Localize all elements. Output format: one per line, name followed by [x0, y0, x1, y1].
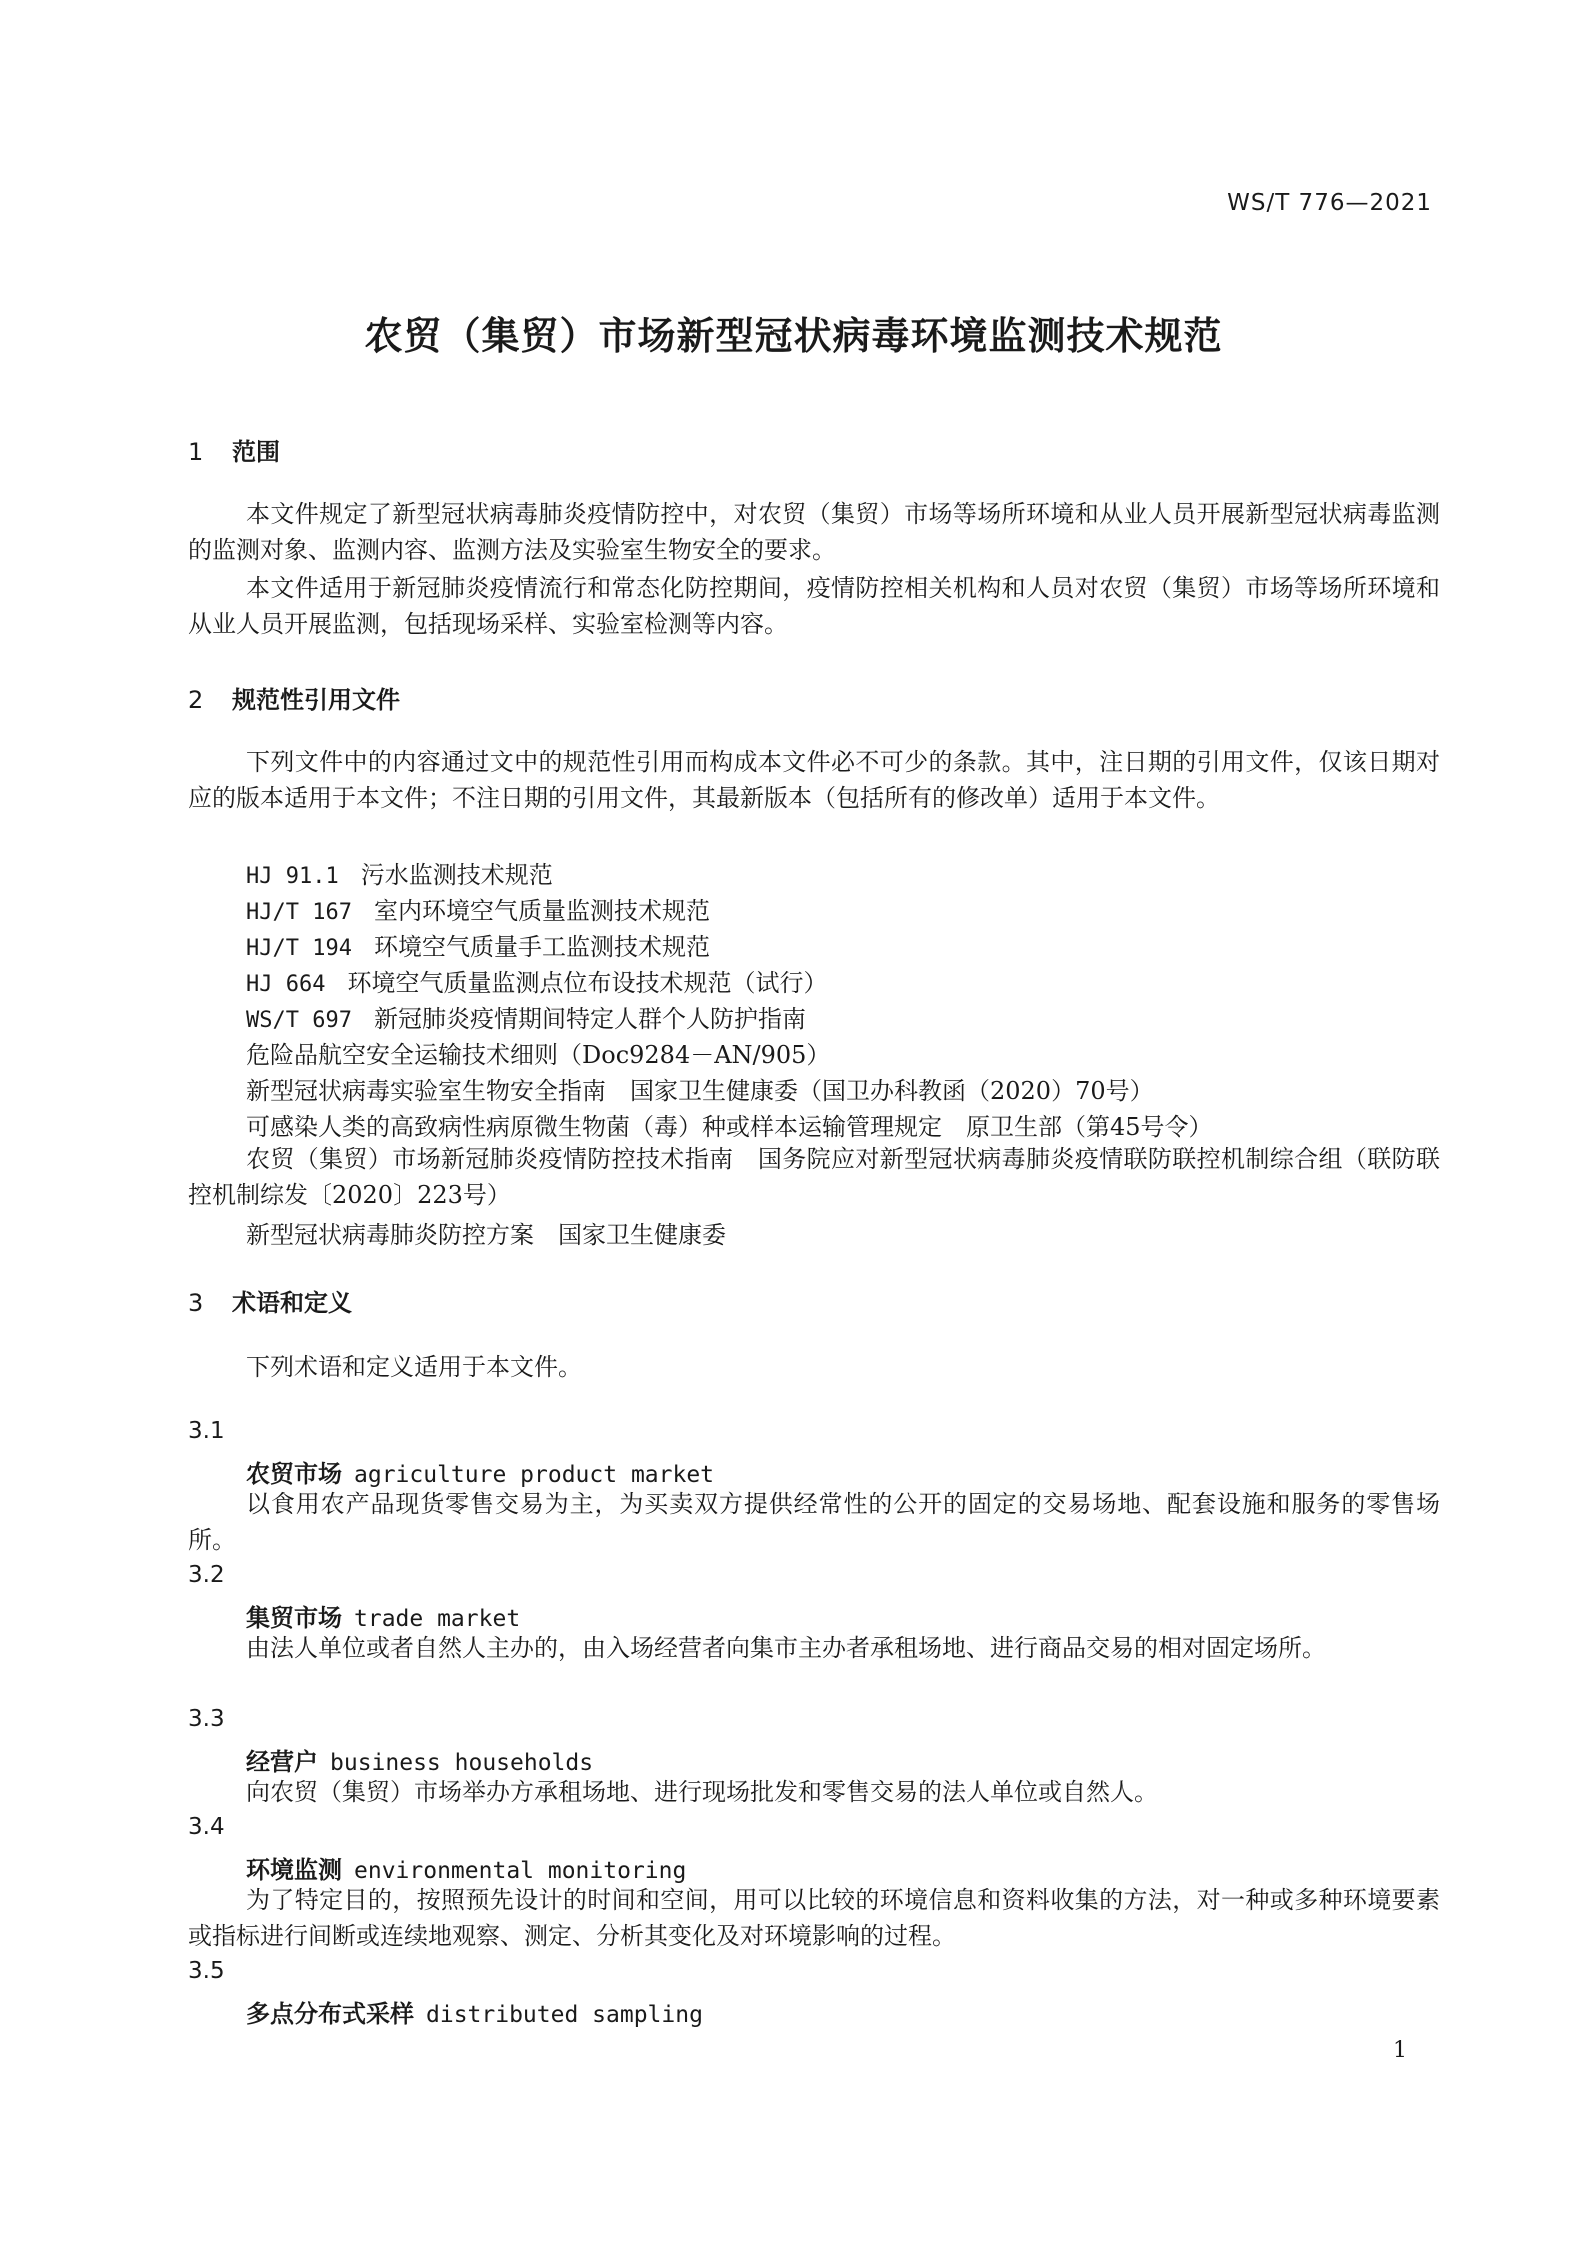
term-chinese: 集贸市场 [246, 1604, 342, 1632]
reference-name: 污水监测技术规范 [360, 861, 553, 889]
reference-name: 环境空气质量手工监测技术规范 [373, 933, 710, 961]
references-intro: 下列文件中的内容通过文中的规范性引用而构成本文件必不可少的条款。其中，注日期的引用文件，仅该日期对应的版本适用于本文件；不注日期的引用文件，其最新版本（包括所有的修改单）适用于本文件。 [188, 748, 1440, 812]
term-english: business households [330, 1750, 594, 1776]
term-english: environmental monitoring [354, 1858, 687, 1884]
term-chinese: 农贸市场 [246, 1460, 342, 1488]
term-number: 3.1 [188, 1418, 225, 1444]
term-english: distributed sampling [426, 2002, 703, 2028]
term-chinese: 环境监测 [246, 1856, 342, 1884]
term-number: 3.4 [188, 1814, 225, 1840]
scope-paragraph-2: 本文件适用于新冠肺炎疫情流行和常态化防控期间，疫情防控相关机构和人员对农贸（集贸）市场等场所环境和从业人员开展监测，包括现场采样、实验室检测等内容。 [188, 574, 1440, 638]
reference-item [246, 891, 710, 926]
reference-item: 新型冠状病毒肺炎防控方案 国家卫生健康委 [246, 1221, 726, 1249]
term-chinese: 经营户 [246, 1748, 318, 1776]
reference-name: 环境空气质量监测点位布设技术规范（试行） [347, 969, 828, 997]
term-definition: 由法人单位或者自然人主办的，由入场经营者向集市主办者承租场地、进行商品交易的相对固定场所。 [246, 1634, 1326, 1662]
standard-code: WS/T 776—2021 [1227, 190, 1432, 216]
reference-code: HJ 664 [246, 972, 326, 997]
reference-code: HJ/T 194 [246, 936, 352, 961]
reference-item [246, 855, 553, 890]
section-title: 术语和定义 [232, 1289, 352, 1317]
reference-item [246, 927, 710, 962]
reference-item: 危险品航空安全运输技术细则（Doc9284－AN/905） [246, 1041, 831, 1069]
document-title: 农贸（集贸）市场新型冠状病毒环境监测技术规范 [364, 314, 1223, 358]
term-name [246, 1598, 520, 1633]
term-name [246, 1454, 714, 1489]
section-number: 3 [188, 1289, 204, 1317]
term-definition: 向农贸（集贸）市场举办方承租场地、进行现场批发和零售交易的法人单位或自然人。 [246, 1778, 1158, 1806]
reference-item [246, 999, 806, 1034]
reference-item: 可感染人类的高致病性病原微生物菌（毒）种或样本运输管理规定 原卫生部（第45号令） [246, 1113, 1213, 1141]
reference-code: WS/T 697 [246, 1008, 352, 1033]
term-name [246, 1994, 703, 2029]
section-1-heading [188, 432, 280, 467]
term-number: 3.2 [188, 1562, 225, 1588]
term-number: 3.5 [188, 1958, 225, 1984]
term-name [246, 1742, 593, 1777]
term-english: agriculture product market [354, 1462, 715, 1488]
reference-item: 新型冠状病毒实验室生物安全指南 国家卫生健康委（国卫办科教函（2020）70号） [246, 1077, 1154, 1105]
section-number: 1 [188, 438, 204, 466]
term-chinese: 多点分布式采样 [246, 2000, 414, 2028]
section-2-heading [188, 680, 400, 715]
reference-name: 新冠肺炎疫情期间特定人群个人防护指南 [373, 1005, 806, 1033]
terms-intro: 下列术语和定义适用于本文件。 [246, 1353, 582, 1381]
term-english: trade market [354, 1606, 521, 1632]
scope-paragraph-1: 本文件规定了新型冠状病毒肺炎疫情防控中，对农贸（集贸）市场等场所环境和从业人员开展新型冠状病毒监测的监测对象、监测内容、监测方法及实验室生物安全的要求。 [188, 500, 1440, 564]
section-title: 范围 [232, 438, 280, 466]
reference-name: 室内环境空气质量监测技术规范 [373, 897, 710, 925]
reference-code: HJ/T 167 [246, 900, 352, 925]
term-definition: 以食用农产品现货零售交易为主，为买卖双方提供经常性的公开的固定的交易场地、配套设施和服务的零售场所。 [188, 1490, 1440, 1554]
term-definition: 为了特定目的，按照预先设计的时间和空间，用可以比较的环境信息和资料收集的方法，对一种或多种环境要素或指标进行间断或连续地观察、测定、分析其变化及对环境影响的过程。 [188, 1886, 1440, 1950]
term-number: 3.3 [188, 1706, 225, 1732]
section-number: 2 [188, 686, 204, 714]
section-3-heading [188, 1283, 352, 1318]
reference-item [246, 963, 827, 998]
term-name [246, 1850, 686, 1885]
page-number: 1 [1393, 2038, 1407, 2063]
reference-item: 农贸（集贸）市场新冠肺炎疫情防控技术指南 国务院应对新型冠状病毒肺炎疫情联防联控机制综合组（联防联控机制综发〔2020〕223号） [188, 1145, 1440, 1209]
reference-code: HJ 91.1 [246, 864, 339, 889]
section-title: 规范性引用文件 [232, 686, 400, 714]
